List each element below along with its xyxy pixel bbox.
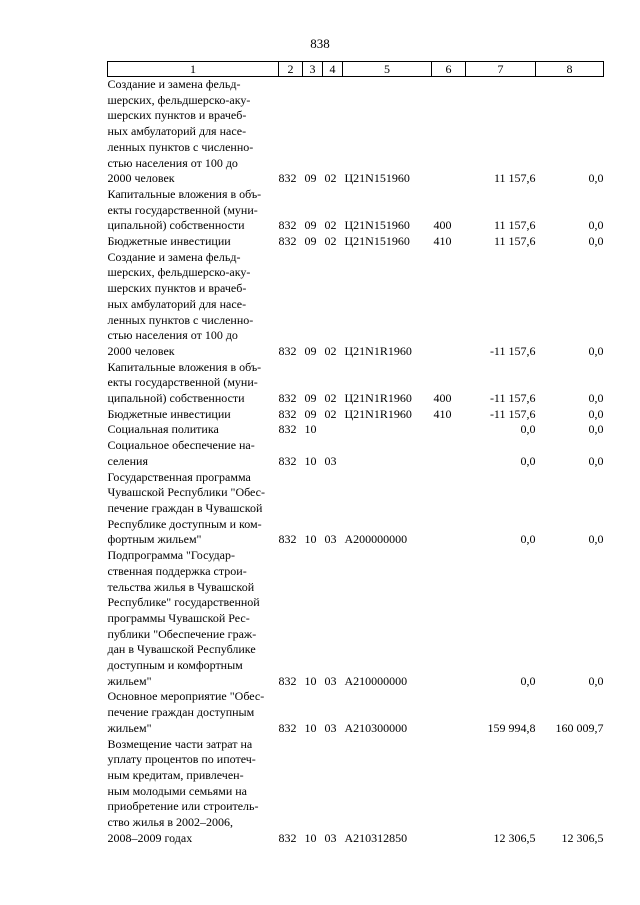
row-name-line: публики "Обеспечение граж-: [107, 626, 257, 641]
row-target-article: Ц21N151960: [344, 218, 410, 233]
row-subsection-code: 02: [324, 234, 337, 249]
row-subsection-code: 03: [324, 720, 337, 735]
row-name: [108, 737, 279, 847]
table-row: [108, 422, 604, 438]
row-name: [108, 187, 279, 234]
row-ministry-code: 832: [278, 453, 297, 468]
row-ministry-code: 832: [278, 673, 297, 688]
row-amount-1: -11 157,6: [489, 406, 536, 421]
row-amount-2: 0,0: [588, 391, 604, 406]
row-name: [108, 548, 279, 689]
row-name-line: стью населения от 100 до: [107, 328, 238, 343]
row-name-line: селения: [107, 453, 148, 468]
row-amount-2: 0,0: [588, 343, 604, 358]
row-name-line: Социальная политика: [107, 422, 219, 437]
row-name-line: екты государственной (муни-: [107, 202, 258, 217]
row-name-line: ных амбулаторий для насе-: [107, 296, 247, 311]
row-section-code: 10: [304, 453, 317, 468]
row-name-line: Возмещение части затрат на: [107, 736, 253, 751]
page-number: 838: [310, 36, 330, 51]
row-target-article: А210312850: [344, 830, 408, 845]
row-name-line: ных амбулаторий для насе-: [107, 124, 247, 139]
row-section-code: 10: [304, 830, 317, 845]
row-amount-1: 11 157,6: [493, 218, 536, 233]
row-amount-2: 0,0: [588, 422, 604, 437]
row-amount-2: 0,0: [588, 218, 604, 233]
row-name: [108, 407, 279, 423]
row-section-code: 09: [304, 391, 317, 406]
row-subsection-code: [323, 422, 343, 438]
row-ministry-code: 832: [278, 422, 297, 437]
row-subsection-code: 03: [324, 673, 337, 688]
row-amount-2: 0,0: [588, 453, 604, 468]
row-expense-type: [432, 77, 466, 187]
row-section-code: 10: [304, 673, 317, 688]
row-target-article: А210000000: [344, 673, 408, 688]
row-target-article: [343, 438, 432, 469]
header-col-7: 7: [466, 62, 536, 77]
row-name: [108, 250, 279, 360]
row-name-line: 2000 человек: [107, 343, 175, 358]
row-expense-type: [432, 422, 466, 438]
table-row: [108, 250, 604, 360]
row-amount-1: 11 157,6: [493, 171, 536, 186]
row-expense-type: [432, 689, 466, 736]
row-target-article: Ц21N151960: [344, 171, 410, 186]
row-target-article: А210300000: [344, 720, 408, 735]
row-name-line: екты государственной (муни-: [107, 375, 258, 390]
row-expense-type: 400: [433, 391, 452, 406]
table-row: [108, 360, 604, 407]
row-name: [108, 470, 279, 549]
row-name-line: дан в Чувашской Республике: [107, 642, 256, 657]
row-amount-1: 0,0: [520, 453, 536, 468]
row-ministry-code: 832: [278, 830, 297, 845]
table-row: [108, 438, 604, 469]
row-amount-1: 0,0: [520, 422, 536, 437]
row-subsection-code: 03: [324, 532, 337, 547]
row-name-line: Подпрограмма "Государ-: [107, 548, 235, 563]
table-row: [108, 548, 604, 689]
row-name-line: ным молодыми семьями на: [107, 783, 247, 798]
row-name-line: уплату процентов по ипотеч-: [107, 752, 256, 767]
row-name: [108, 438, 279, 469]
header-col-2: 2: [279, 62, 303, 77]
row-ministry-code: 832: [278, 218, 297, 233]
row-ministry-code: 832: [278, 720, 297, 735]
row-ministry-code: 832: [278, 406, 297, 421]
row-subsection-code: 02: [324, 218, 337, 233]
row-subsection-code: 02: [324, 171, 337, 186]
row-section-code: 09: [304, 218, 317, 233]
row-name-line: Государственная программа: [107, 469, 251, 484]
row-name-line: Чувашской Республики "Обес-: [107, 485, 265, 500]
row-name-line: тельства жилья в Чувашской: [107, 579, 255, 594]
row-section-code: 10: [304, 532, 317, 547]
row-name-line: шерских пунктов и врачеб-: [107, 281, 247, 296]
row-amount-1: 12 306,5: [493, 830, 536, 845]
row-name-line: Капитальные вложения в объ-: [107, 186, 262, 201]
row-target-article: Ц21N151960: [344, 234, 410, 249]
row-name-line: 2000 человек: [107, 171, 175, 186]
header-col-1: 1: [108, 62, 279, 77]
row-ministry-code: 832: [278, 234, 297, 249]
row-name-line: Республике доступным и ком-: [107, 516, 262, 531]
row-name-line: ципальной) собственности: [107, 391, 245, 406]
row-name-line: Капитальные вложения в объ-: [107, 359, 262, 374]
table-row: [108, 689, 604, 736]
row-name-line: Бюджетные инвестиции: [107, 406, 231, 421]
row-amount-1: 0,0: [520, 532, 536, 547]
row-expense-type: 410: [433, 234, 452, 249]
row-section-code: 10: [304, 422, 317, 437]
row-target-article: Ц21N1R1960: [344, 406, 412, 421]
row-expense-type: [432, 548, 466, 689]
table-row: [108, 234, 604, 250]
row-name-line: Создание и замена фельд-: [107, 77, 241, 91]
row-amount-2: 0,0: [588, 532, 604, 547]
header-col-4: 4: [323, 62, 343, 77]
row-expense-type: 400: [433, 218, 452, 233]
row-name-line: ным кредитам, привлечен-: [107, 767, 244, 782]
row-name: [108, 360, 279, 407]
row-name: [108, 689, 279, 736]
budget-table: [107, 61, 604, 846]
row-ministry-code: 832: [278, 391, 297, 406]
row-name: [108, 77, 279, 187]
row-expense-type: [432, 470, 466, 549]
row-name-line: доступным и комфортным: [107, 658, 243, 673]
row-section-code: 10: [304, 720, 317, 735]
row-name-line: шерских пунктов и врачеб-: [107, 108, 247, 123]
row-target-article: [343, 422, 432, 438]
table-row: [108, 470, 604, 549]
row-name-line: шерских, фельдшерско-аку-: [107, 92, 251, 107]
row-name-line: ственная поддержка строи-: [107, 563, 247, 578]
row-name-line: Бюджетные инвестиции: [107, 234, 231, 249]
row-subsection-code: 03: [324, 453, 337, 468]
row-name-line: Социальное обеспечение на-: [107, 438, 255, 453]
table-row: [108, 187, 604, 234]
row-target-article: Ц21N1R1960: [344, 391, 412, 406]
header-col-5: 5: [343, 62, 432, 77]
row-name-line: печение граждан в Чувашской: [107, 500, 263, 515]
row-amount-2: 12 306,5: [561, 830, 604, 845]
row-name-line: фортным жильем": [107, 532, 202, 547]
row-subsection-code: 02: [324, 343, 337, 358]
row-name-line: программы Чувашской Рес-: [107, 610, 250, 625]
row-expense-type: 410: [433, 406, 452, 421]
table-row: [108, 77, 604, 187]
header-col-8: 8: [536, 62, 604, 77]
header-col-3: 3: [303, 62, 323, 77]
row-name-line: ленных пунктов с численно-: [107, 139, 254, 154]
row-name-line: ципальной) собственности: [107, 218, 245, 233]
row-name-line: шерских, фельдшерско-аку-: [107, 265, 251, 280]
row-name-line: 2008–2009 годах: [107, 830, 193, 845]
row-subsection-code: 02: [324, 391, 337, 406]
row-expense-type: [432, 737, 466, 847]
row-amount-1: -11 157,6: [489, 343, 536, 358]
row-target-article: Ц21N1R1960: [344, 343, 412, 358]
row-name-line: жильем": [107, 720, 152, 735]
row-amount-1: 159 994,8: [487, 720, 536, 735]
row-subsection-code: 03: [324, 830, 337, 845]
row-amount-2: 0,0: [588, 673, 604, 688]
row-name: [108, 234, 279, 250]
table-row: [108, 737, 604, 847]
row-name-line: стью населения от 100 до: [107, 155, 238, 170]
row-name-line: приобретение или строитель-: [107, 799, 259, 814]
row-target-article: А200000000: [344, 532, 408, 547]
row-subsection-code: 02: [324, 406, 337, 421]
row-section-code: 09: [304, 343, 317, 358]
row-name-line: печение граждан доступным: [107, 705, 255, 720]
row-section-code: 09: [304, 171, 317, 186]
row-name-line: Республике" государственной: [107, 595, 260, 610]
table-header-row: [108, 62, 604, 77]
row-amount-2: 0,0: [588, 234, 604, 249]
row-ministry-code: 832: [278, 532, 297, 547]
row-name-line: ленных пунктов с численно-: [107, 312, 254, 327]
row-name-line: Основное мероприятие "Обес-: [107, 689, 265, 704]
row-name-line: Создание и замена фельд-: [107, 249, 241, 264]
row-ministry-code: 832: [278, 343, 297, 358]
row-section-code: 09: [304, 234, 317, 249]
row-amount-2: 0,0: [588, 406, 604, 421]
row-ministry-code: 832: [278, 171, 297, 186]
row-expense-type: [432, 250, 466, 360]
row-amount-1: 11 157,6: [493, 234, 536, 249]
table-row: [108, 407, 604, 423]
row-amount-1: -11 157,6: [489, 391, 536, 406]
row-amount-1: 0,0: [520, 673, 536, 688]
header-col-6: 6: [432, 62, 466, 77]
row-name: [108, 422, 279, 438]
row-amount-2: 160 009,7: [555, 720, 604, 735]
row-section-code: 09: [304, 406, 317, 421]
row-amount-2: 0,0: [588, 171, 604, 186]
row-name-line: ство жилья в 2002–2006,: [107, 815, 234, 830]
row-expense-type: [432, 438, 466, 469]
row-name-line: жильем": [107, 673, 152, 688]
